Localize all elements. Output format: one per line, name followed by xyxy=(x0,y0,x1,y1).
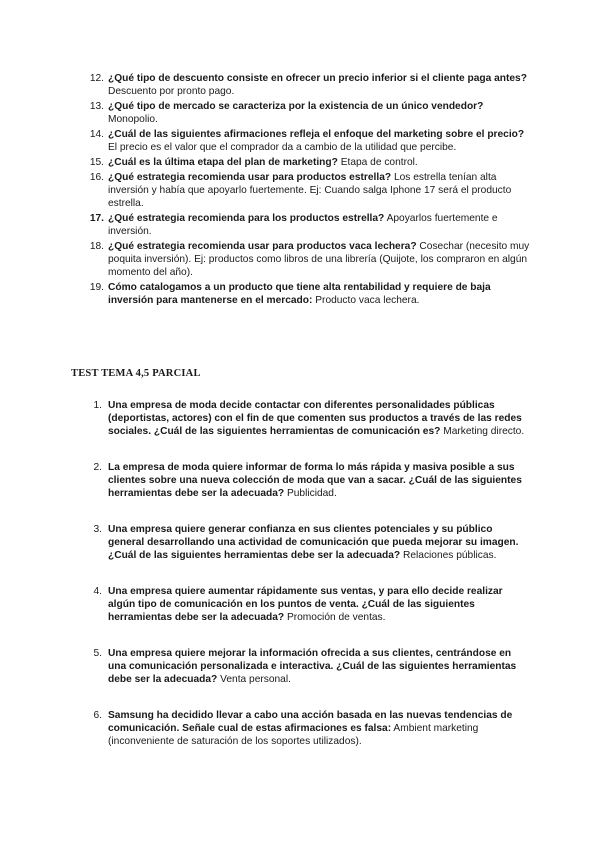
item-number: 18. xyxy=(89,241,104,252)
answer-text: Apoyarlos fuertemente e inversión. xyxy=(108,213,498,237)
item-number: 4. xyxy=(93,586,102,597)
answer-text: Publicidad. xyxy=(286,488,337,499)
list-item xyxy=(90,461,530,500)
question-text: ¿Qué estrategia recomienda usar para productos estrella? xyxy=(108,172,392,183)
answer-text: Relaciones públicas. xyxy=(403,550,497,561)
question-text: ¿Cuál de las siguientes afirmaciones refleja el enfoque del marketing sobre el precio? xyxy=(108,129,525,140)
question-text: ¿Qué tipo de descuento consiste en ofrecer un precio inferior si el cliente paga antes? xyxy=(108,73,527,84)
item-number: 14. xyxy=(89,129,104,140)
item-number: 13. xyxy=(89,101,104,112)
item-number: 5. xyxy=(93,648,102,659)
question-text: ¿Qué estrategia recomienda usar para productos vaca lechera? xyxy=(108,241,417,252)
test-question-list xyxy=(90,399,530,748)
answer-text: Promoción de ventas. xyxy=(286,612,386,623)
question-text: ¿Cuál es la última etapa del plan de marketing? xyxy=(108,157,338,168)
question-text: ¿Qué tipo de mercado se caracteriza por la existencia de un único vendedor? xyxy=(108,101,484,112)
list-item xyxy=(90,585,530,624)
list-item xyxy=(90,399,530,438)
list-item xyxy=(90,523,530,562)
list-item xyxy=(90,72,530,98)
answer-text: Cosechar (necesito muy poquita inversión). Ej: productos como libros de una librería (Quijote, los compraron en algún momento del año). xyxy=(108,241,530,278)
item-number: 3. xyxy=(93,524,102,535)
section-title: TEST TEMA 4,5 PARCIAL xyxy=(71,368,201,379)
question-text: La empresa de moda quiere informar de forma lo más rápida y masiva posible a sus clientes sobre una nueva colección de moda que van a sacar. ¿Cuál de las siguientes herramientas debe ser la adecuada? xyxy=(108,462,522,499)
list-item xyxy=(90,240,530,279)
item-number: 1. xyxy=(93,400,102,411)
list-item xyxy=(90,647,530,686)
question-text: ¿Qué estrategia recomienda para los productos estrella? xyxy=(108,213,385,224)
list-item xyxy=(90,709,530,748)
list-item xyxy=(90,212,530,238)
item-number: 6. xyxy=(93,710,102,721)
item-number: 16. xyxy=(89,172,104,183)
answer-text: Ambient marketing (inconveniente de saturación de los soportes utilizados). xyxy=(108,723,479,747)
answer-text: Los estrella tenían alta inversión y había que apoyarlo fuertemente. Ej: Cuando salga Iphone 17 será el producto estrella. xyxy=(108,172,512,209)
item-number: 12. xyxy=(89,73,104,84)
item-number: 17. xyxy=(89,213,104,224)
answer-text: Venta personal. xyxy=(220,674,291,685)
answer-text: Marketing directo. xyxy=(443,426,525,437)
answer-text: Etapa de control. xyxy=(340,157,418,168)
question-text: Cómo catalogamos a un producto que tiene alta rentabilidad y requiere de baja inversión para mantenerse en el mercado: xyxy=(108,282,491,306)
question-text: Samsung ha decidido llevar a cabo una acción basada en las nuevas tendencias de comunicación. Señale cual de estas afirmaciones es falsa: xyxy=(108,710,513,734)
question-text: Una empresa de moda decide contactar con diferentes personalidades públicas (deportistas, actores) con el fin de que comenten sus productos a través de las redes sociales. ¿Cuál de las siguientes herramientas de comunicación es? xyxy=(108,400,522,437)
answer-text: Producto vaca lechera. xyxy=(315,295,420,306)
list-item xyxy=(90,100,530,126)
list-item xyxy=(90,128,530,154)
question-list xyxy=(90,72,530,309)
item-number: 15. xyxy=(89,157,104,168)
answer-text: Descuento por pronto pago. xyxy=(108,86,235,97)
list-item xyxy=(90,171,530,210)
item-number: 19. xyxy=(89,282,104,293)
item-number: 2. xyxy=(93,462,102,473)
list-item xyxy=(90,156,530,169)
question-text: Una empresa quiere generar confianza en sus clientes potenciales y su público general desarrollando una actividad de comunicación que pueda mejorar su imagen. ¿Cuál de las siguientes herramientas debe ser la adecuada? xyxy=(108,524,519,561)
question-text: Una empresa quiere mejorar la información ofrecida a sus clientes, centrándose en una comunicación personalizada e interactiva. ¿Cuál de las siguientes herramientas debe ser la adecuada? xyxy=(108,648,517,685)
answer-text: Monopolio. xyxy=(108,114,158,125)
question-text: Una empresa quiere aumentar rápidamente sus ventas, y para ello decide realizar algún tipo de comunicación en los puntos de venta. ¿Cuál de las siguientes herramientas debe ser la adecuada? xyxy=(108,586,503,623)
answer-text: El precio es el valor que el comprador da a cambio de la utilidad que percibe. xyxy=(108,142,457,153)
list-item xyxy=(90,281,530,307)
